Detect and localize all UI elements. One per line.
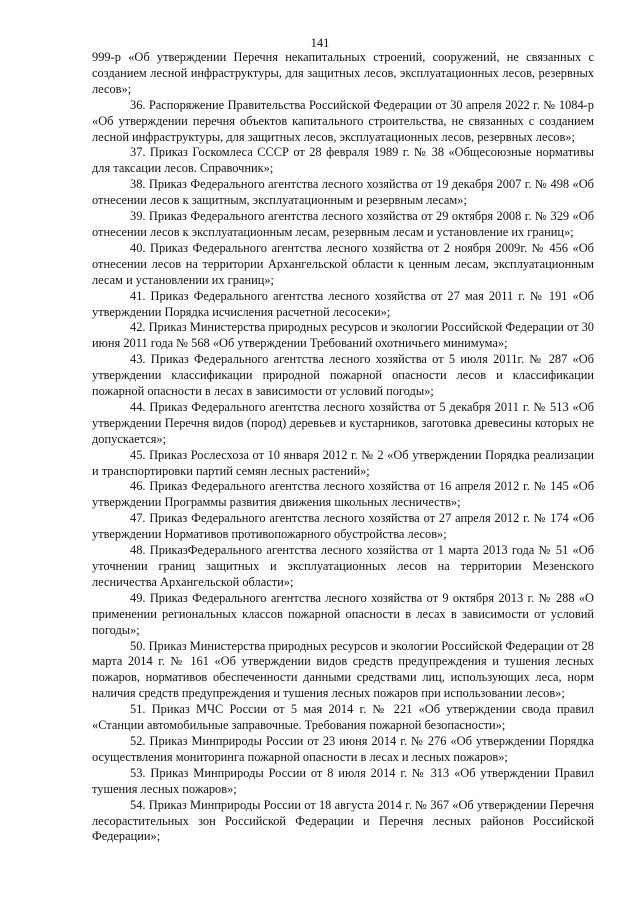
list-item: 37. Приказ Госкомлеса СССР от 28 февраля 1989 г. № 38 «Общесоюзные нормативы для таксации лесов. Справочник»; [92,145,594,176]
list-item: 36. Распоряжение Правительства Российской Федерации от 30 апреля 2022 г. № 1084-р «Об утверждении перечня объектов капитального строительства, не связанных с созданием лесной инфраструктуры, для защитных лесов, эксплуатационных лесов, резервных лесов»; [92,97,594,144]
list-item: 48. ПриказФедерального агентства лесного хозяйства от 1 марта 2013 года № 51 «Об уточнении границ защитных и эксплуатационных лесов на территории Мезенского лесничества Архангельской области»; [92,543,594,589]
list-item: 52. Приказ Минприроды России от 23 июня 2014 г. № 276 «Об утверждении Порядка осуществления мониторинга пожарной опасности в лесах и лесных пожаров»; [92,733,594,764]
list-item-continuation: 999-р «Об утверждении Перечня некапитальных строений, сооружений, не связанных с созданием лесной инфраструктуры, для защитных лесов, эксплуатационных лесов, резервных лесов»; [92,50,594,96]
list-item: 51. Приказ МЧС России от 5 мая 2014 г. № 221 «Об утверждении свода правил «Станции автомобильные заправочные. Требования пожарной безопасности»; [92,702,594,733]
list-item: 46. Приказ Федерального агентства лесного хозяйства от 16 апреля 2012 г. № 145 «Об утверждении Программы развития движения школьных лесничеств»; [92,479,594,510]
list-item: 54. Приказ Минприроды России от 18 августа 2014 г. № 367 «Об утверждении Перечня лесорастительных зон Российской Федерации и Перечня лесных районов Российской Федерации»; [92,797,594,844]
list-item: 50. Приказ Министерства природных ресурсов и экологии Российской Федерации от 28 марта 2014 г. № 161 «Об утверждении видов средств предупреждения и тушения лесных пожаров, нормативов обеспеченности данными средствами лиц, использующих леса, норм наличия средств предупреждения и тушения лесных пожаров при использовании лесов»; [92,638,594,701]
list-item: 39. Приказ Федерального агентства лесного хозяйства от 29 октября 2008 г. № 329 «Об отнесении лесов к эксплуатационным лесам, резервным лесам и установление их границ»; [92,209,594,239]
list-item: 53. Приказ Минприроды России от 8 июля 2014 г. № 313 «Об утверждении Правил тушения лесных пожаров»; [92,765,594,796]
list-item: 45. Приказ Рослесхоза от 10 января 2012 г. № 2 «Об утверждении Порядка реализации и транспортировки партий семян лесных растений»; [92,447,594,478]
document-body [92,50,594,845]
list-item: 44. Приказ Федерального агентства лесного хозяйства от 5 декабря 2011 г. № 513 «Об утверждении Перечня видов (пород) деревьев и кустарников, заготовка древесины которых не допускается»; [92,399,594,446]
list-item: 40. Приказ Федерального агентства лесного хозяйства от 2 ноября 2009г. № 456 «Об отнесении лесов на территории Архангельской области к ценным лесам, эксплуатационным лесам и установлении их границ»; [92,240,594,287]
list-item: 38. Приказ Федерального агентства лесного хозяйства от 19 декабря 2007 г. № 498 «Об отнесении лесов к защитным, эксплуатационным и резервным лесам»; [92,177,594,208]
page-number: 141 [310,36,330,50]
list-item: 41. Приказ Федерального агентства лесного хозяйства от 27 мая 2011 г. № 191 «Об утверждении Порядка исчисления расчетной лесосеки»; [92,288,594,319]
list-item: 47. Приказ Федерального агентства лесного хозяйства от 27 апреля 2012 г. № 174 «Об утверждении Нормативов противопожарного обустройства лесов»; [92,511,594,542]
list-item: 49. Приказ Федерального агентства лесного хозяйства от 9 октября 2013 г. № 288 «О применении региональных классов пожарной опасности в лесах в зависимости от условий погоды»; [92,590,594,637]
list-item: 43. Приказ Федерального агентства лесного хозяйства от 5 июля 2011г. № 287 «Об утверждении классификации природной пожарной опасности лесов и классификации пожарной опасности в лесах в зависимости от условий погоды»; [92,352,594,399]
list-item: 42. Приказ Министерства природных ресурсов и экологии Российской Федерации от 30 июня 2011 года № 568 «Об утверждении Требований охотничьего минимума»; [92,320,594,351]
